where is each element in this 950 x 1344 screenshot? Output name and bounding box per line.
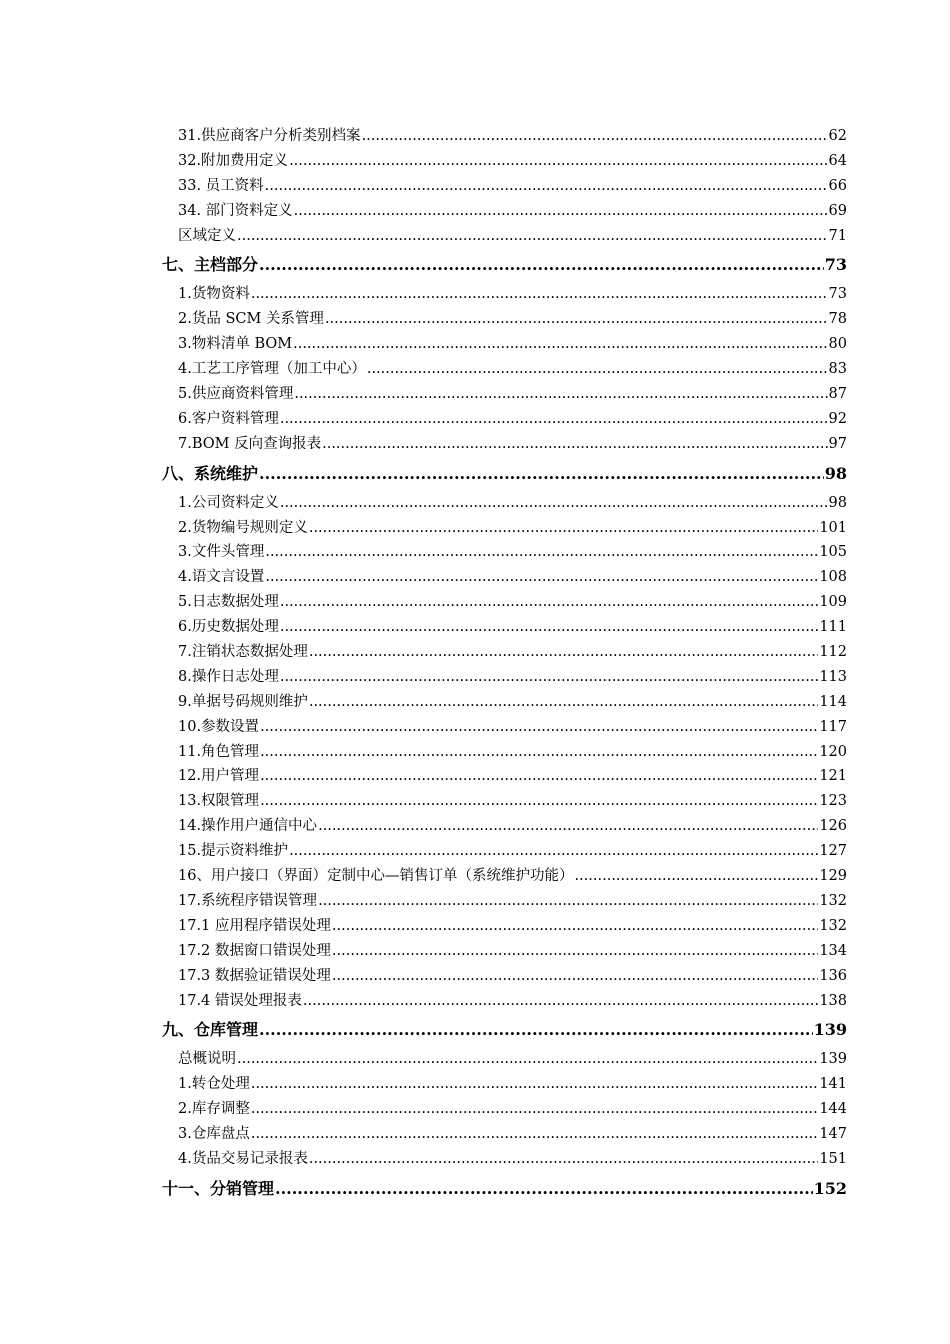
toc-entry-page: 97 (828, 435, 847, 452)
toc-entry-title: 八、系统维护 (162, 463, 259, 483)
toc-entry[interactable] (162, 864, 847, 889)
toc-entry-page: 120 (819, 743, 847, 760)
toc-entry-title: 4.语文言设置 (178, 569, 265, 586)
toc-entry-title: 4.工艺工序管理（加工中心） (178, 361, 366, 378)
toc-entry[interactable] (162, 1072, 847, 1097)
dot-leader (259, 464, 824, 483)
dot-leader (289, 843, 818, 859)
toc-entry-title: 3.仓库盘点 (178, 1126, 250, 1143)
toc-entry-page: 132 (819, 917, 847, 934)
dot-leader (325, 311, 828, 327)
toc-entry-title: 10.参数设置 (178, 718, 260, 735)
toc-entry-page: 109 (819, 594, 847, 611)
toc-entry-page: 62 (828, 128, 847, 144)
toc-entry-page: 78 (828, 311, 847, 328)
toc-entry[interactable] (162, 839, 847, 864)
dot-leader (260, 793, 818, 809)
toc-entry-page: 152 (813, 1178, 847, 1198)
dot-leader (275, 1179, 813, 1198)
toc-entry[interactable] (162, 332, 847, 357)
toc-entry-title: 17.3 数据验证错误处理 (178, 967, 331, 984)
toc-entry[interactable] (162, 889, 847, 914)
toc-entry[interactable] (162, 516, 847, 541)
dot-leader (332, 968, 818, 984)
toc-entry-title: 34. 部门资料定义 (178, 202, 293, 219)
toc-entry-title: 5.供应商资料管理 (178, 386, 294, 403)
toc-entry[interactable] (162, 690, 847, 715)
dot-leader (574, 868, 818, 884)
dot-leader (294, 386, 827, 402)
dot-leader (362, 128, 828, 144)
toc-entry-page: 69 (828, 202, 847, 219)
toc-entry-title: 十一、分销管理 (162, 1178, 275, 1198)
toc-entry-page: 80 (828, 336, 847, 353)
dot-leader (265, 178, 828, 194)
toc-entry[interactable] (162, 174, 847, 199)
dot-leader (280, 495, 828, 511)
toc-entry-page: 112 (819, 644, 847, 661)
toc-entry-page: 127 (819, 843, 847, 860)
toc-entry[interactable] (162, 540, 847, 565)
toc-entry[interactable] (162, 199, 847, 224)
toc-entry-page: 71 (828, 227, 847, 244)
toc-entry-page: 132 (819, 892, 847, 909)
toc-entry-title: 7.BOM 反向查询报表 (178, 435, 322, 452)
toc-entry-title: 七、主档部分 (162, 255, 259, 275)
toc-entry-title: 3.物料清单 BOM (178, 336, 293, 353)
toc-entry-title: 4.货品交易记录报表 (178, 1150, 308, 1167)
toc-entry-page: 117 (819, 718, 847, 735)
dot-leader (265, 544, 818, 560)
dot-leader (251, 1126, 818, 1142)
dot-leader (280, 619, 818, 635)
toc-entry-page: 139 (819, 1051, 847, 1068)
toc-entry-title: 九、仓库管理 (162, 1020, 259, 1040)
toc-entry-title: 8.操作日志处理 (178, 668, 279, 685)
toc-entry-page: 129 (819, 868, 847, 885)
dot-leader (309, 694, 818, 710)
dot-leader (309, 644, 818, 660)
dot-leader (237, 228, 828, 244)
toc-entry-page: 123 (819, 793, 847, 810)
toc-entry[interactable] (162, 964, 847, 989)
toc-entry-page: 66 (828, 177, 847, 194)
toc-entry-page: 134 (819, 942, 847, 959)
toc-entry-title: 6.历史数据处理 (178, 619, 279, 636)
toc-entry-title: 16、用户接口（界面）定制中心—销售订单（系统维护功能） (178, 868, 574, 885)
toc-entry-title: 17.4 错误处理报表 (178, 992, 302, 1009)
dot-leader (294, 203, 828, 219)
dot-leader (303, 993, 818, 1009)
toc-entry-title: 33. 员工资料 (178, 177, 264, 194)
dot-leader (309, 1151, 818, 1167)
toc-entry[interactable] (162, 914, 847, 939)
dot-leader (265, 569, 818, 585)
toc-entry-title: 1.公司资料定义 (178, 494, 279, 511)
toc-entry-title: 2.货物编号规则定义 (178, 519, 308, 536)
toc-section-entry[interactable] (162, 252, 847, 277)
toc-entry-title: 13.权限管理 (178, 793, 260, 810)
toc-entry-title: 12.用户管理 (178, 768, 260, 785)
toc-entry-page: 111 (819, 619, 847, 636)
dot-leader (237, 1051, 818, 1067)
toc-entry-page: 147 (819, 1126, 847, 1143)
dot-leader (367, 361, 828, 377)
toc-entry-page: 126 (819, 818, 847, 835)
toc-entry[interactable] (162, 665, 847, 690)
toc-entry-title: 6.客户资料管理 (178, 410, 279, 427)
toc-entry[interactable] (162, 640, 847, 665)
dot-leader (322, 436, 827, 452)
toc-entry-title: 17.1 应用程序错误处理 (178, 917, 331, 934)
dot-leader (260, 744, 818, 760)
toc-entry-title: 11.角色管理 (178, 743, 260, 760)
dot-leader (309, 520, 818, 536)
toc-entry[interactable] (162, 491, 847, 516)
toc-entry[interactable] (162, 1147, 847, 1172)
toc-entry-title: 32.附加费用定义 (178, 152, 289, 169)
toc-entry[interactable] (162, 124, 847, 149)
toc-entry-title: 14.操作用户通信中心 (178, 818, 318, 835)
toc-entry[interactable] (162, 282, 847, 307)
toc-entry[interactable] (162, 939, 847, 964)
toc-entry-page: 92 (828, 410, 847, 427)
toc-entry-page: 73 (824, 255, 847, 275)
toc-entry-page: 139 (813, 1020, 847, 1040)
toc-entry-page: 114 (819, 693, 847, 710)
toc-entry[interactable] (162, 224, 847, 249)
toc-entry-page: 64 (828, 152, 847, 169)
toc-section-entry[interactable] (162, 461, 847, 486)
dot-leader (332, 918, 818, 934)
toc-entry-page: 101 (819, 519, 847, 536)
dot-leader (280, 411, 828, 427)
toc-entry[interactable] (162, 382, 847, 407)
dot-leader (332, 943, 818, 959)
toc-entry[interactable] (162, 814, 847, 839)
toc-entry[interactable] (162, 357, 847, 382)
dot-leader (259, 255, 824, 274)
toc-entry-title: 区域定义 (178, 227, 236, 244)
toc-entry-page: 141 (819, 1076, 847, 1093)
toc-entry[interactable] (162, 715, 847, 740)
toc-entry[interactable] (162, 1122, 847, 1147)
toc-entry-title: 9.单据号码规则维护 (178, 693, 308, 710)
dot-leader (318, 818, 818, 834)
toc-entry-title: 3.文件头管理 (178, 544, 265, 561)
toc-entry-title: 17.2 数据窗口错误处理 (178, 942, 331, 959)
toc-entry-page: 144 (819, 1101, 847, 1118)
toc-entry-page: 83 (828, 361, 847, 378)
toc-entry[interactable] (162, 615, 847, 640)
toc-entry-page: 73 (828, 286, 847, 303)
dot-leader (280, 594, 818, 610)
dot-leader (289, 153, 827, 169)
toc-entry-title: 15.提示资料维护 (178, 843, 289, 860)
toc-entry[interactable] (162, 149, 847, 174)
toc-entry-title: 5.日志数据处理 (178, 594, 279, 611)
toc-section-entry[interactable] (162, 1017, 847, 1042)
toc-entry[interactable] (162, 989, 847, 1014)
table-of-contents (162, 124, 847, 1206)
dot-leader (251, 286, 828, 302)
toc-entry[interactable] (162, 407, 847, 432)
toc-entry-page: 151 (819, 1150, 847, 1167)
toc-entry-page: 98 (828, 494, 847, 511)
toc-entry-title: 1.货物资料 (178, 286, 250, 303)
dot-leader (260, 768, 818, 784)
toc-entry-page: 108 (819, 569, 847, 586)
dot-leader (318, 893, 818, 909)
toc-entry[interactable] (162, 307, 847, 332)
toc-entry-page: 121 (819, 768, 847, 785)
toc-entry[interactable] (162, 565, 847, 590)
toc-entry-title: 2.货品 SCM 关系管理 (178, 311, 324, 328)
toc-entry-title: 1.转仓处理 (178, 1076, 250, 1093)
toc-entry-title: 7.注销状态数据处理 (178, 644, 308, 661)
toc-entry[interactable] (162, 764, 847, 789)
toc-entry-page: 136 (819, 967, 847, 984)
toc-entry[interactable] (162, 740, 847, 765)
dot-leader (293, 336, 827, 352)
toc-entry[interactable] (162, 789, 847, 814)
toc-entry-page: 87 (828, 386, 847, 403)
toc-entry-page: 113 (819, 668, 847, 685)
toc-entry-page: 105 (819, 544, 847, 561)
toc-entry-title: 17.系统程序错误管理 (178, 892, 318, 909)
toc-entry-page: 138 (819, 992, 847, 1009)
toc-entry-title: 总概说明 (178, 1051, 236, 1068)
dot-leader (259, 1020, 813, 1039)
dot-leader (280, 669, 818, 685)
toc-entry[interactable] (162, 590, 847, 615)
toc-entry[interactable] (162, 432, 847, 457)
dot-leader (251, 1101, 818, 1117)
toc-section-entry[interactable] (162, 1176, 847, 1201)
toc-entry[interactable] (162, 1097, 847, 1122)
toc-entry[interactable] (162, 1047, 847, 1072)
toc-entry-title: 31.供应商客户分析类别档案 (178, 128, 361, 144)
dot-leader (251, 1076, 818, 1092)
toc-entry-title: 2.库存调整 (178, 1101, 250, 1118)
dot-leader (260, 719, 818, 735)
toc-entry-page: 98 (824, 463, 847, 483)
